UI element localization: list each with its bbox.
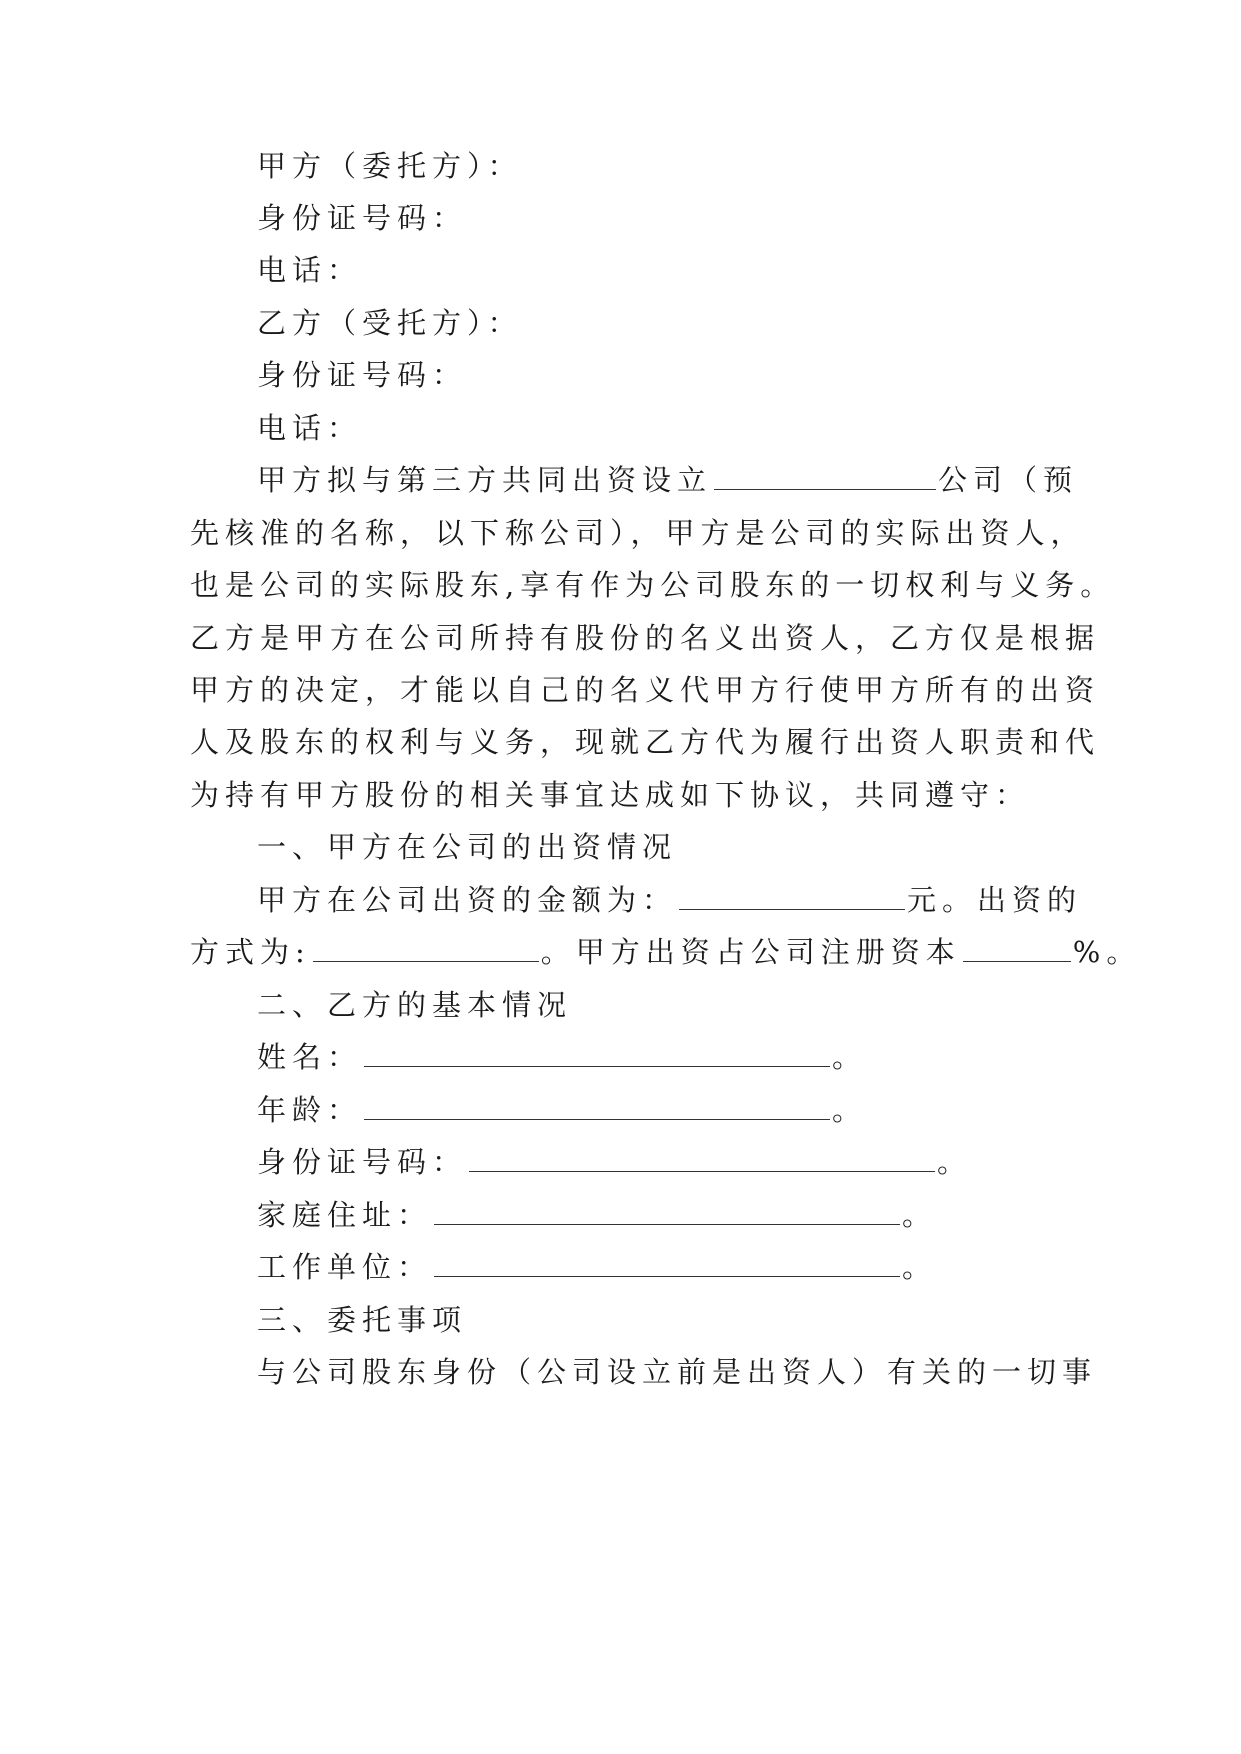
amount-blank[interactable]	[679, 881, 905, 910]
party-b-phone-label: 电话：	[257, 411, 363, 445]
party-a-phone-label: 电话：	[257, 253, 363, 287]
work-row: 工作单位： 。	[257, 1250, 938, 1284]
address-row: 家庭住址： 。	[257, 1198, 938, 1232]
preamble-line-5: 甲方的决定，才能以自己的名义代甲方行使甲方所有的出资	[190, 673, 1101, 707]
preamble-line-6: 人及股东的权利与义务，现就乙方代为履行出资人职责和代	[190, 725, 1101, 759]
preamble-line-7: 为持有甲方股份的相关事宜达成如下协议，共同遵守：	[190, 778, 1031, 812]
work-blank[interactable]	[434, 1248, 900, 1277]
id-blank[interactable]	[469, 1143, 935, 1172]
section-1-heading: 一、甲方在公司的出资情况	[257, 830, 678, 864]
method-blank[interactable]	[313, 933, 539, 962]
percent-blank[interactable]	[963, 933, 1071, 962]
section-3-heading: 三、委托事项	[257, 1303, 468, 1337]
party-a-id-label: 身份证号码：	[257, 201, 468, 235]
preamble-line-3: 也是公司的实际股东,享有作为公司股东的一切权利与义务。	[190, 568, 1116, 602]
id-row: 身份证号码： 。	[257, 1145, 973, 1179]
name-blank[interactable]	[364, 1038, 830, 1067]
party-b-id-label: 身份证号码：	[257, 358, 468, 392]
age-blank[interactable]	[364, 1091, 830, 1120]
section-1-line-2: 方式为: 。甲方出资占公司注册资本 %。	[190, 935, 1142, 969]
preamble-line-4: 乙方是甲方在公司所持有股份的名义出资人，乙方仅是根据	[190, 621, 1101, 655]
section-3-line-1: 与公司股东身份（公司设立前是出资人）有关的一切事	[257, 1355, 1098, 1389]
age-row: 年龄： 。	[257, 1093, 868, 1127]
party-b-title: 乙方（受托方）：	[257, 306, 523, 340]
name-row: 姓名： 。	[257, 1040, 868, 1074]
section-2-heading: 二、乙方的基本情况	[257, 988, 573, 1022]
address-blank[interactable]	[434, 1196, 900, 1225]
company-name-blank[interactable]	[714, 461, 936, 490]
preamble-line-1: 甲方拟与第三方共同出资设立 公司（预	[257, 463, 1079, 497]
preamble-line-2: 先核准的名称，以下称公司），甲方是公司的实际出资人，	[190, 516, 1086, 550]
section-1-line-1: 甲方在公司出资的金额为： 元。出资的	[257, 883, 1083, 917]
party-a-title: 甲方（委托方）：	[257, 149, 523, 183]
